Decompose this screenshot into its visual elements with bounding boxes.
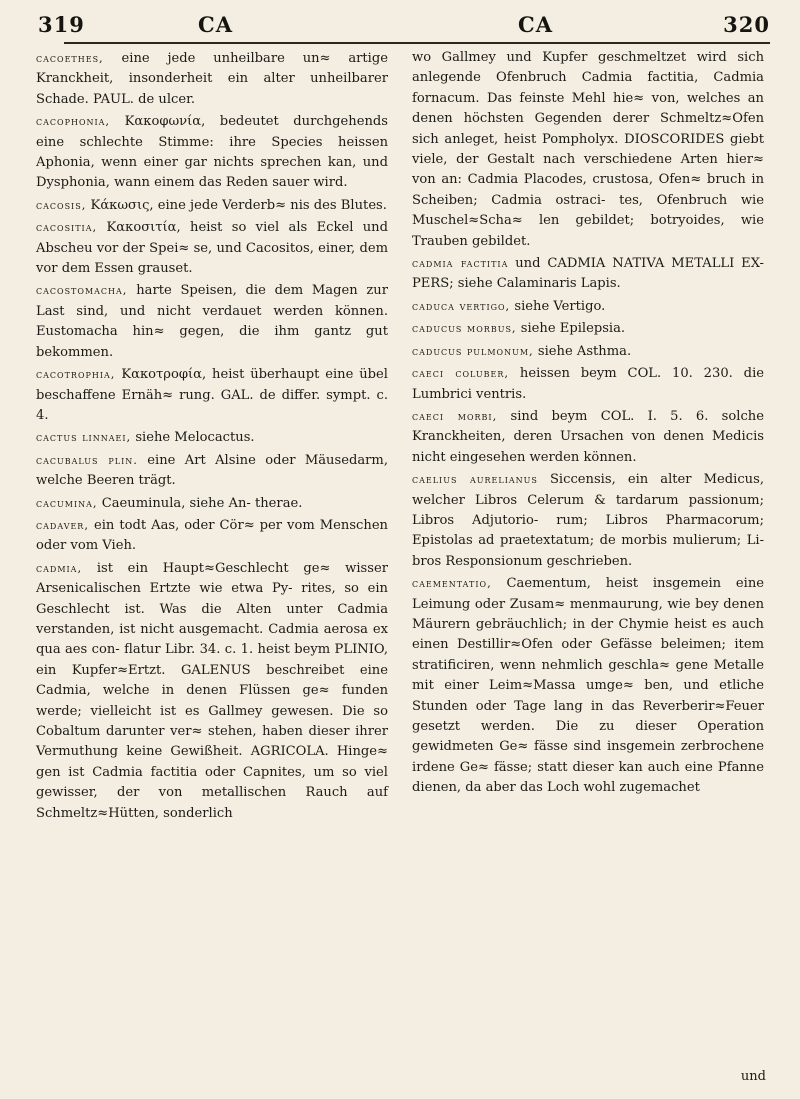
entry-headword: cacosis, <box>36 197 87 212</box>
dictionary-entry <box>36 427 388 448</box>
entry-text: siehe Asthma. <box>537 343 632 359</box>
entry-headword: caducus morbus, <box>412 321 517 336</box>
entry-headword: cadmia factitia <box>412 256 509 271</box>
entry-headword: cacotrophia, <box>36 367 116 382</box>
dictionary-entry <box>36 217 388 279</box>
right-column <box>412 48 764 799</box>
entry-headword: cadmia, <box>36 560 83 575</box>
entry-headword: cadaver, <box>36 517 89 532</box>
entry-headword: cacophonia, <box>36 114 111 129</box>
dictionary-entry <box>36 515 388 557</box>
entry-text: eine jede unheilbare un≈ artige Kranckheit, insonderheit ein alter unheilbarer Schade. PAUL. de ulcer. <box>36 51 388 107</box>
entry-headword: cacumina, <box>36 495 98 510</box>
entry-headword: cacostomacha, <box>36 283 128 298</box>
entry-text: Κακοφωνία, bedeutet durchgehends eine schlechte Stimme: ihre Species heissen Aphonia, wenn einer gar nichts sprechen kan, und Dysphonia, wann einem das Reden sauer wird. <box>36 114 388 191</box>
dictionary-entry <box>36 450 388 492</box>
dictionary-entry <box>412 318 764 339</box>
header-keyword-left: CA <box>198 12 234 37</box>
page-number-left: 319 <box>38 12 85 37</box>
entry-text: Siccensis, ein alter Medicus, welcher Libros Celerum & tardarum passionum; Libros Adjutorio- rum; Libros Pharmacorum; Epistolas ad praetextatum; de morbis mulierum; Li- bros Responsionum geschrieben. <box>412 472 764 569</box>
entry-text: Κακοτροφία, heist überhaupt eine übel beschaffene Ernäh≈ rung. GAL. de differ. sympt. c. 4. <box>36 367 388 423</box>
dictionary-entry <box>412 363 764 405</box>
entry-headword: caementatio, <box>412 576 492 591</box>
dictionary-entry <box>412 296 764 317</box>
dictionary-entry <box>412 406 764 468</box>
entry-headword: cactus linnaei, <box>36 430 132 445</box>
dictionary-entry <box>36 48 388 110</box>
entry-text: eine Art Alsine oder Mäusedarm, welche Beeren trägt. <box>36 452 388 489</box>
entry-text: Caementum, heist insgemein eine Leimung oder Zusam≈ menmaurung, wie bey denen Mäurern gebräuchlich; in der Chymie heist es auch einen Destillir≈Ofen oder Gefässe beleimen; item stratificiren, wenn nehmlich geschla≈ gene Metalle mit einer Leim≈Massa umge≈ ben, und etliche Stunden oder Tage lang in das Reverberir≈Feuer gesetzt werden. Die zu dieser Operation gewidmeten Ge≈ fässe sind insgemein zerbrochene irdene Ge≈ fässe; statt dieser kan auch eine Pfanne dienen, da aber das Loch wohl zugemachet <box>412 576 764 796</box>
entry-headword: caeci morbi, <box>412 408 498 423</box>
entry-text: ist ein Haupt≈Geschlecht ge≈ wisser Arsenicalischen Ertzte wie etwa Py- rites, so ein Geschlecht ist. Was die Alten unter Cadmia verstanden, ist nicht ausgemacht. Cadmia aerosa ex qua aes con- flatur Libr. 34. c. 1. heist beym PLINIO, ein Kupfer≈Ertzt. GALENUS beschreibet eine Cadmia, welche in denen Flüssen ge≈ funden werde; vielleicht ist es Gallmey gewesen. Die so Cobaltum darunter ver≈ stehen, haben dieser ihrer Vermuthung keine Gewißheit. AGRICOLA. Hinge≈ gen ist Cadmia factitia oder Capnites, um so viel gewisser, der von metallischen Rauch auf Schmeltz≈Hütten, sonderlich <box>36 560 388 821</box>
entry-headword: cacositia, <box>36 220 98 235</box>
entry-headword: caducus pulmonum, <box>412 343 534 358</box>
dictionary-entry <box>36 111 388 194</box>
dictionary-entry <box>36 558 388 824</box>
dictionary-entry <box>412 253 764 295</box>
dictionary-entry <box>36 195 388 216</box>
entry-headword: cacubalus plin. <box>36 452 138 467</box>
entry-text: Κακοσιτία, heist so viel als Eckel und Abscheu vor der Spei≈ se, und Cacositos, einer, dem vor dem Essen grauset. <box>36 220 388 277</box>
entry-headword: cacoethes, <box>36 51 104 65</box>
entry-text: siehe Epilepsia. <box>520 321 626 337</box>
entry-text: harte Speisen, die dem Magen zur Last sind, und nicht verdauet werden können. Eustomacha hin≈ gegen, die ihm gantz gut bekommen. <box>36 283 388 360</box>
entry-text: wo Gallmey und Kupfer geschmeltzet wird sich anlegende Ofenbruch Cadmia factitia, Cadmia fornacum. Das feinste Mehl hie≈ von, welches an denen höchsten Gegenden derer Schmeltz≈Ofen sich anleget, heist Pompholyx. DIOSCORIDES giebt viele, der Gestalt nach verschiedene Arten hier≈ von an: Cadmia Placodes, crustosa, Ofen≈ bruch in Scheiben; Cadmia ostraci- tes, Ofenbruch wie Muschel≈Scha≈ len gebildet; botryoides, wie Trauben gebildet. <box>412 50 764 249</box>
dictionary-entry <box>412 573 764 798</box>
header-keyword-right: CA <box>518 12 554 37</box>
entry-text: ein todt Aas, oder Cör≈ per vom Menschen oder vom Vieh. <box>36 517 388 554</box>
entry-text: sind beym COL. I. 5. 6. solche Kranckheiten, deren Ursachen von denen Medicis nicht eingesehen werden können. <box>412 408 764 465</box>
dictionary-entry <box>36 493 388 514</box>
entry-headword: caduca vertigo, <box>412 298 511 313</box>
dictionary-entry <box>36 364 388 426</box>
dictionary-entry <box>412 48 764 252</box>
left-column <box>36 48 388 824</box>
entry-headword: caelius aurelianus <box>412 472 538 487</box>
dictionary-entry <box>412 341 764 362</box>
entry-text: siehe Melocactus. <box>135 430 255 446</box>
dictionary-entry <box>36 280 388 363</box>
running-header <box>30 8 770 42</box>
entry-text: Caeuminula, siehe An- therae. <box>101 495 303 511</box>
entry-text: Κάκωσις, eine jede Verderb≈ nis des Blutes. <box>90 197 387 213</box>
entry-text: heissen beym COL. 10. 230. die Lumbrici ventris. <box>412 366 764 402</box>
dictionary-entry <box>412 469 764 572</box>
header-rule <box>64 42 770 44</box>
page-number-right: 320 <box>723 12 770 37</box>
catchword: und <box>740 1069 766 1084</box>
entry-text: und CADMIA NATIVA METALLI EX- PERS; siehe Calaminaris Lapis. <box>412 256 764 292</box>
entry-text: siehe Vertigo. <box>514 298 606 314</box>
entry-headword: caeci coluber, <box>412 366 510 381</box>
